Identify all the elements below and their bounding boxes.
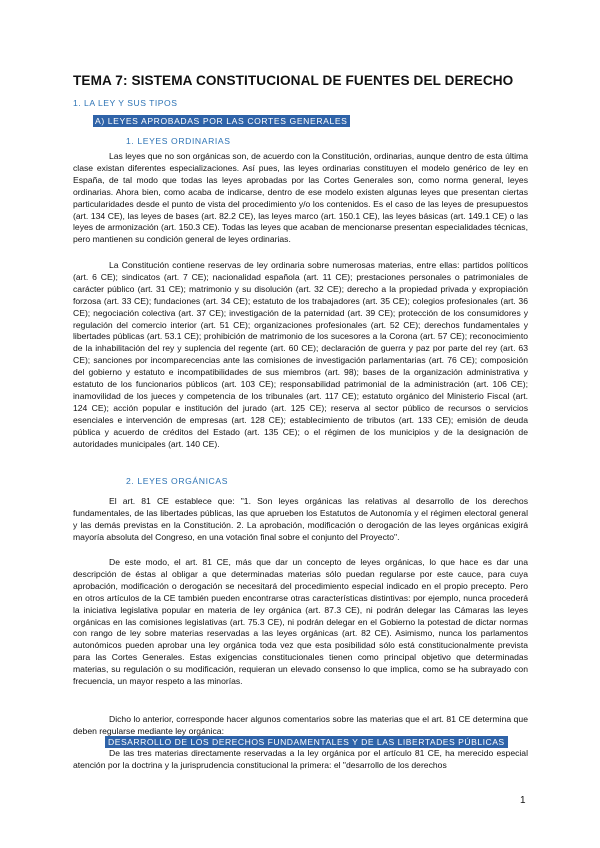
- paragraph-concepto-leyes-organicas: De este modo, el art. 81 CE, más que dar un concepto de leyes orgánicas, lo que hace es dar una descripción de éstas al obligar a que determinadas materias sólo puedan regularse por este cauce, para cuya aprobación, modificación o derogación se necesitará del procedimiento especial indicado en el propio precepto. Pero en otros artículos de la CE también pueden encontrarse otras características distintivas: por ejemplo, nunca procederá la iniciativa legislativa popular en materia de ley orgánica (art. 87.3 CE), ni podrán delegar las Cámaras las leyes orgánicas en las comisiones legislativas (art. 75.3 CE), ni podrán delegar en el Gobierno la potestad de dictar normas con rango de ley sobre materias reservadas a las leyes orgánicas (art. 82 CE). Asimismo, nunca los parlamentos autonómicos pueden aprobar una ley orgánica toda vez que esta posibilidad sólo está constitucionalmente prevista para las Cortes Generales. Estas exigencias constitucionales tienen como principal objetivo que determinadas materias, su regulación o su modificación, requieran un elevado consenso lo que implica, como se ha subrayado con frecuencia, un mayor respeto a las minorías.: [73, 557, 528, 687]
- page-number: 1: [520, 795, 526, 806]
- paragraph-art-81: El art. 81 CE establece que: "1. Son leyes orgánicas las relativas al desarrollo de los derechos fundamentales, de las libertades públicas, las que aprueben los Estatutos de Autonomía y el régimen electoral general y las demás previstas en la Constitución. 2. La aprobación, modificación o derogación de las leyes orgánicas exigirá mayoría absoluta del Congreso, en una votación final sobre el conjunto del Proyecto".: [73, 496, 528, 542]
- paragraph-leyes-ordinarias-intro: Las leyes que no son orgánicas son, de acuerdo con la Constitución, ordinarias, aunque dentro de esta última clase existan diferentes especializaciones. Así pues, las leyes ordinarias constituyen el modelo genérico de ley en España, de tal modo que todas las leyes aprobadas por las Cortes Generales son, como norma general, leyes ordinarias. Ahora bien, como acaba de indicarse, dentro de ese modelo existen algunas leyes que presentan ciertas particularidades desde el punto de vista del procedimiento y/o los contenidos. Es el caso de las leyes de presupuestos (art. 134 CE), las leyes de bases (art. 82.2 CE), las leyes marco (art. 150.1 CE), las leyes básicas (art. 149.1 CE) o las leyes de armonización (art. 150.3 CE). Todas las leyes que acaban de mencionarse presentan especialidades técnicas, pero mantienen su condición general de leyes ordinarias.: [73, 151, 528, 245]
- subsection-heading-derechos-fundamentales: DESARROLLO DE LOS DERECHOS FUNDAMENTALES Y DE LAS LIBERTADES PÚBLICAS: [105, 736, 508, 748]
- paragraph-tres-materias: De las tres materias directamente reservadas a la ley orgánica por el artículo 81 CE, ha merecido especial atención por la doctrina y la jurisprudencia constitucional la primera: el "desarrollo de los derechos: [73, 748, 528, 770]
- section-heading-ley-y-tipos: 1. LA LEY Y SUS TIPOS: [73, 98, 178, 108]
- document-title: TEMA 7: SISTEMA CONSTITUCIONAL DE FUENTES DEL DERECHO: [73, 73, 514, 88]
- heading-leyes-ordinarias: 1. LEYES ORDINARIAS: [126, 136, 231, 146]
- paragraph-comentarios-materias: Dicho lo anterior, corresponde hacer algunos comentarios sobre las materias que el art. 81 CE determina que deben regularse mediante ley orgánica:: [73, 714, 528, 736]
- heading-leyes-organicas: 2. LEYES ORGÁNICAS: [126, 476, 229, 486]
- subsection-heading-leyes-cortes: A) LEYES APROBADAS POR LAS CORTES GENERALES: [95, 116, 348, 126]
- paragraph-reservas-ley-ordinaria: La Constitución contiene reservas de ley ordinaria sobre numerosas materias, entre ellas: partidos políticos (art. 6 CE); sindicatos (art. 7 CE); nacionalidad española (art. 11 CE); prestaciones personales o patrimoniales de carácter público (art. 31 CE); matrimonio y su disolución (art. 32 CE); derecho a la propiedad privada y expropiación forzosa (art. 33 CE); fundaciones (art. 34 CE); estatuto de los trabajadores (art. 35 CE); colegios profesionales (art. 36 CE); negociación colectiva (art. 37 CE); investigación de la paternidad (art. 39 CE); protección de los consumidores y regulación del comercio interior (art. 51 CE); organizaciones profesionales (art. 52 CE); derechos fundamentales y libertades públicas (art. 53.1 CE); prohibición de matrimonio de los sucesores a la Corona (art. 57 CE); reconocimiento de la inhabilitación del rey y suplencia del regente (art. 60 CE); declaración de guerra y paz por parte del rey (art. 63 CE); sanciones por incomparecencias ante las comisiones de investigación parlamentarias (art. 76 CE); composición del gobierno y estatuto e incompatibilidades de sus miembros (art. 98); bases de la organización administrativa y estatuto de los funcionarios públicos (art. 103 CE); responsabilidad patrimonial de la administración (art. 106 CE); inamovilidad de los jueces y competencia de los tribunales (art. 117 CE); estatuto orgánico del Ministerio Fiscal (art. 124 CE); acción popular e institución del jurado (art. 125 CE); reserva al sector público de recursos o servicios esenciales e intervención de empresas (art. 128 CE); establecimiento de tributos (art. 133 CE); emisión de deuda pública y acuerdo de créditos del Estado (art. 135 CE); o el régimen de los municipios y de la designación de autoridades municipales (art. 140 CE).: [73, 260, 528, 449]
